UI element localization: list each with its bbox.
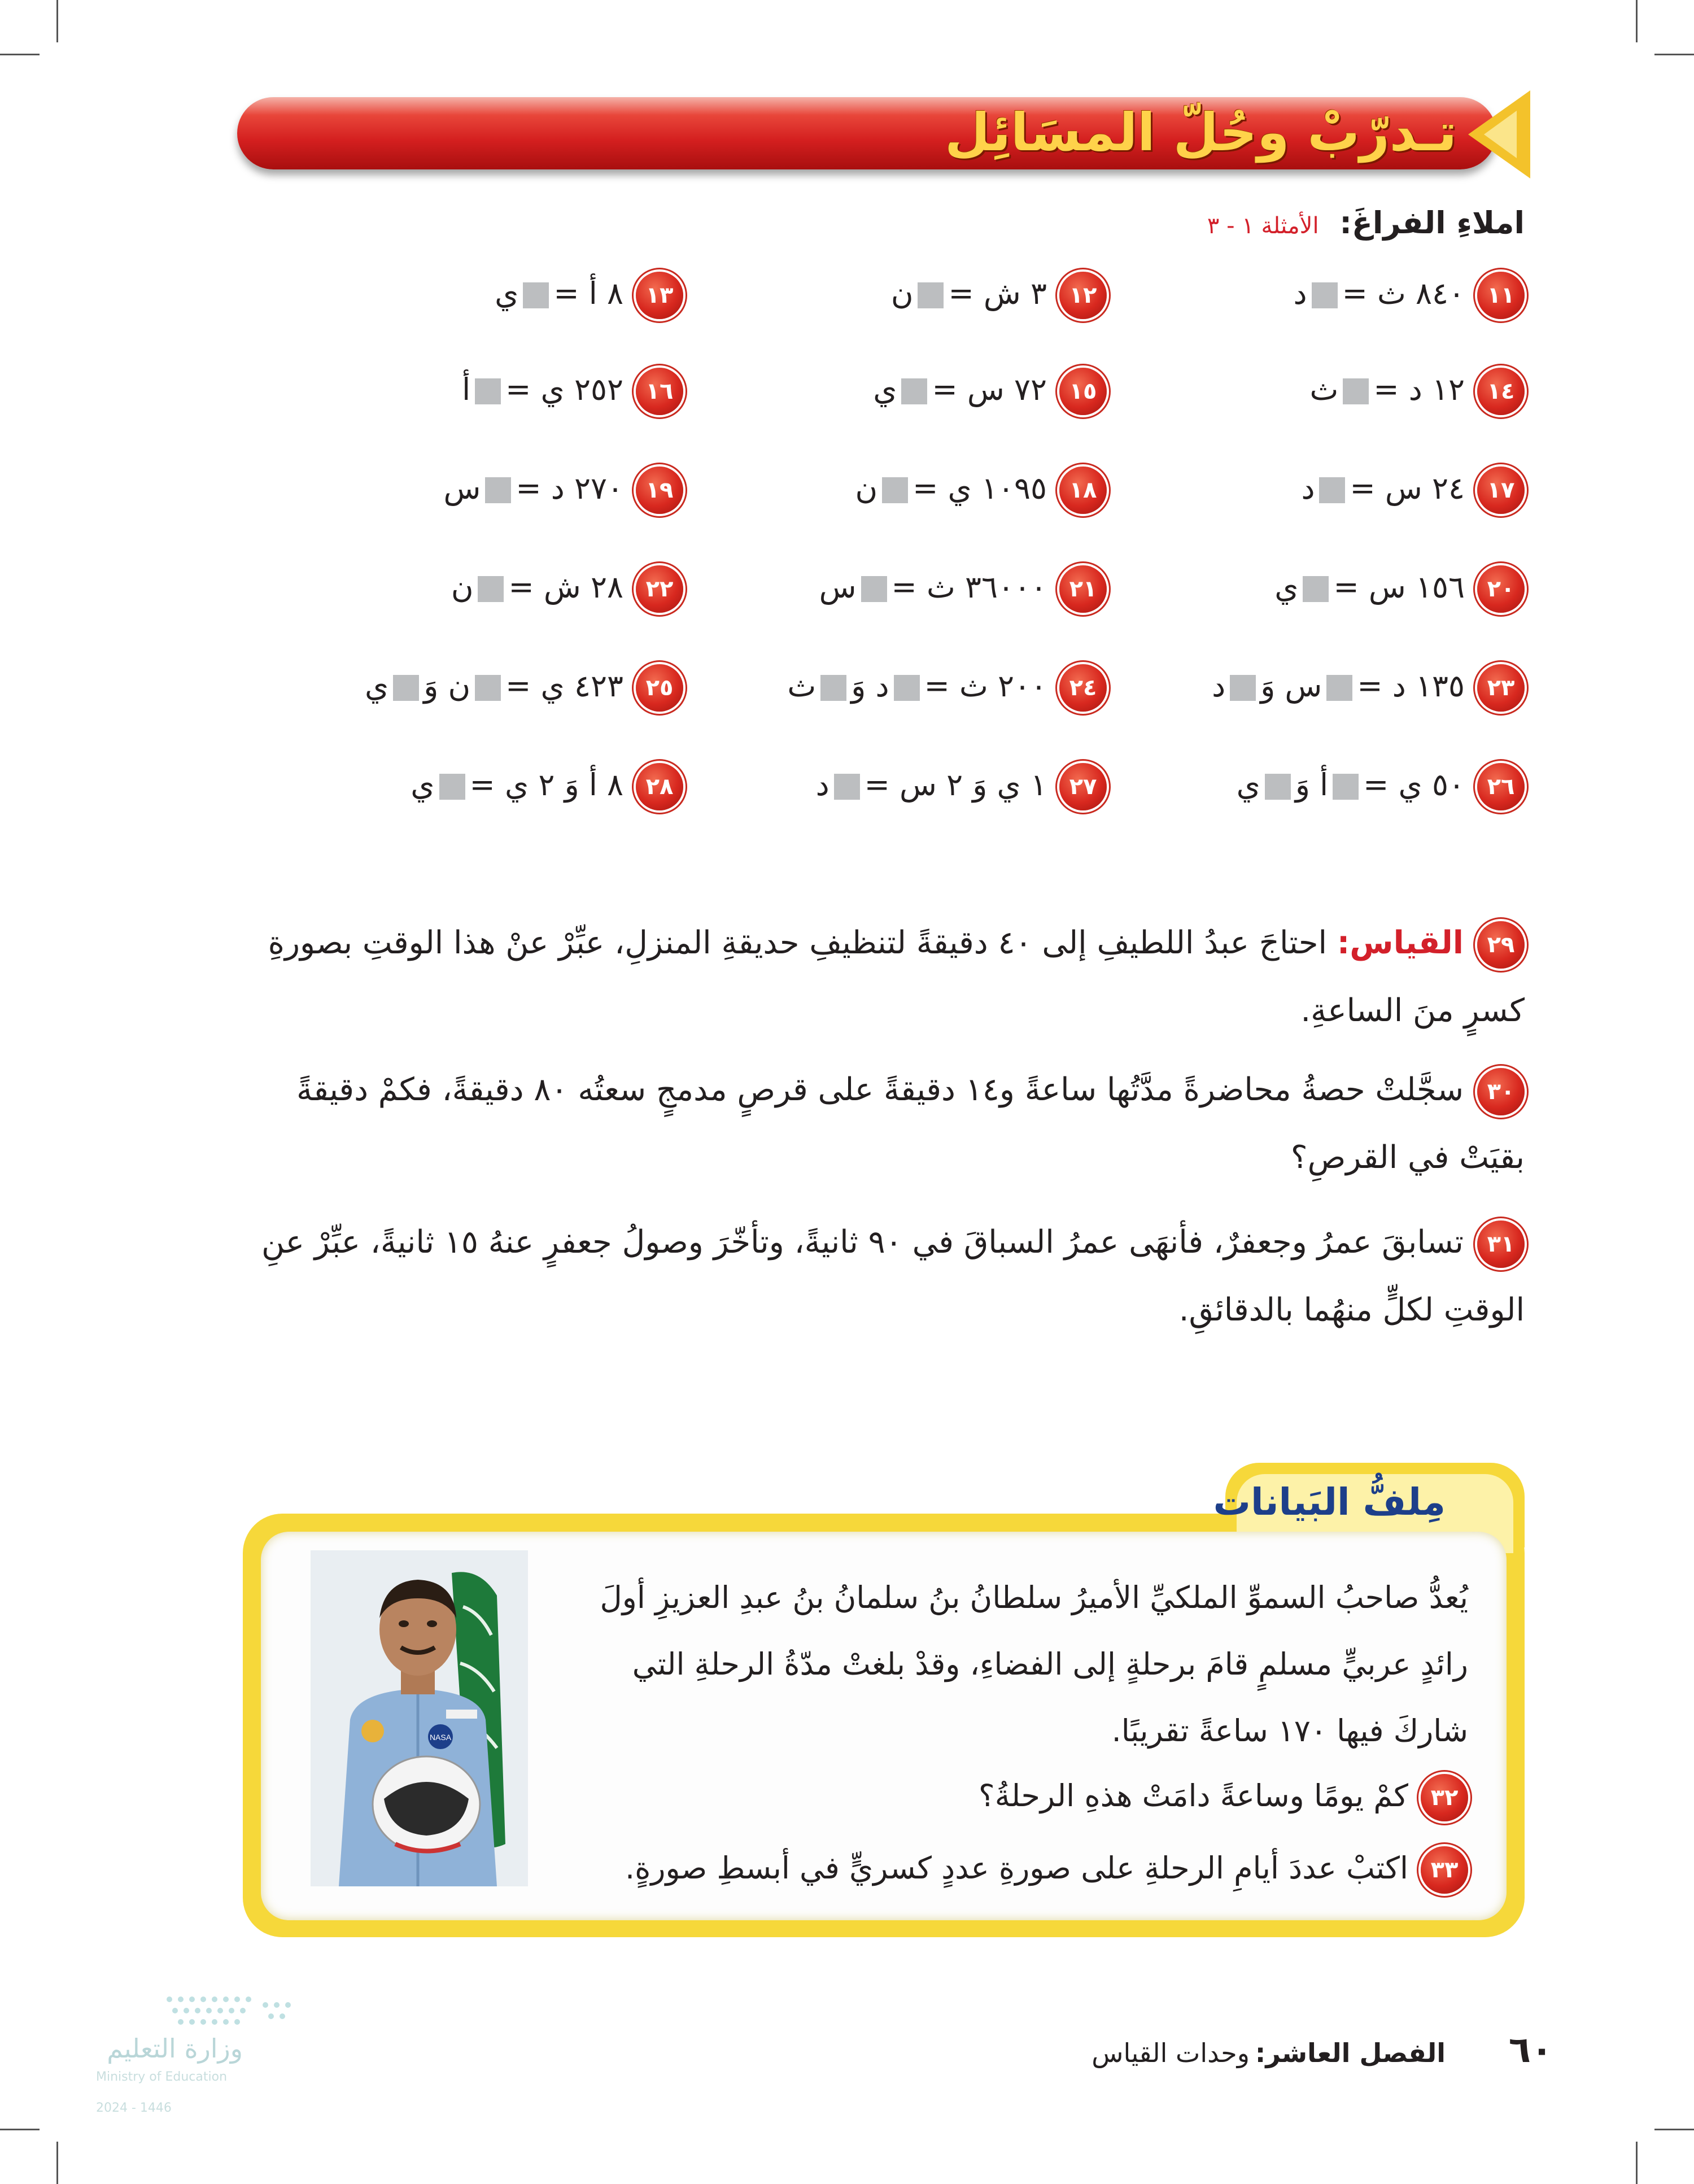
- nasa-badge-text: NASA: [429, 1733, 452, 1742]
- data-file-paragraph: يُعدُّ صاحبُ السموِّ الملكيِّ الأميرُ سلطانُ بنُ سلمانُ بنُ عبدِ العزيزِ أولَ رائدٍ عربيٍّ مسلمٍ قامَ برحلةٍ إلى الفضاءِ، وقدْ بلغتْ مدّةُ الرحلةِ التي شاركَ فيها ١٧٠ ساعةً تقريبًا.: [600, 1580, 1468, 1749]
- ministry-logo-icon: [96, 1988, 322, 2033]
- exercise-11: ١١٨٤٠ ث =د: [1294, 268, 1525, 319]
- blank-box[interactable]: [475, 378, 501, 404]
- data-file-title: مِلفُّ البَيانات: [1213, 1480, 1446, 1524]
- exercise-23: ٢٣١٣٥ د =س وَد: [1212, 661, 1525, 712]
- question-number: ٣٢: [1421, 1774, 1468, 1821]
- exercise-22: ٢٢٢٨ ش =ن: [451, 562, 683, 613]
- blank-box[interactable]: [918, 282, 944, 308]
- crop-mark: [1636, 0, 1638, 42]
- exercise-25: ٢٥٤٢٣ ي =ن وَي: [365, 661, 683, 712]
- astronaut-illustration: [311, 1550, 528, 1886]
- page-number: ٦٠: [1508, 2029, 1553, 2071]
- fill-blank-label: املاءِ الفراغَ:: [1339, 205, 1525, 241]
- problem-30: [226, 1056, 1525, 1192]
- crop-mark: [56, 0, 58, 42]
- exercise-19: ١٩٢٧٠ د =س: [443, 463, 683, 514]
- blank-box[interactable]: [439, 774, 465, 800]
- question-text: كمْ يومًا وساعةً دامَتْ هذهِ الرحلةُ؟: [979, 1778, 1408, 1814]
- problem-number: ٣٠: [1477, 1068, 1525, 1115]
- ministry-name-en: Ministry of Education: [96, 2070, 228, 2084]
- exercise-12: ١٢٣ ش =ن: [891, 268, 1107, 319]
- exercise-24: ٢٤٢٠٠ ث =د وَث: [787, 661, 1107, 712]
- crop-mark: [1654, 54, 1694, 55]
- question-32: [979, 1768, 1468, 1824]
- exercise-14: ١٤١٢ د =ث: [1310, 364, 1525, 415]
- blank-box[interactable]: [1312, 282, 1338, 308]
- blank-box[interactable]: [1343, 378, 1369, 404]
- problem-text: تسابقَ عمرُ وجعفرٌ، فأنهَى عمرُ السباقَ في ٩٠ ثانيةً، وتأخّرَ وصولُ جعفرٍ عنهُ ١٥ ثانيةً، عبِّرْ عنِ الوقتِ لكلٍّ منهُما بالدقائقِ.: [261, 1224, 1525, 1328]
- exercise-13: ١٣٨ أ =ي: [495, 268, 683, 319]
- crop-mark: [1654, 2129, 1694, 2130]
- astronaut-photo: [311, 1550, 528, 1886]
- problem-31: [226, 1209, 1525, 1344]
- ministry-year: 2024 - 1446: [96, 2101, 172, 2115]
- blank-box[interactable]: [894, 675, 920, 701]
- blank-box[interactable]: [1303, 576, 1329, 602]
- problem-text: سجَّلتْ حصةُ محاضرةً مدَّتُها ساعةً و١٤ دقيقةً على قرصٍ مدمجٍ سعتُه ٨٠ دقيقةً، فكمْ دقيقةً بقيَتْ في القرصِ؟: [296, 1071, 1525, 1176]
- blank-box[interactable]: [478, 576, 504, 602]
- problem-number: ٣١: [1477, 1220, 1525, 1268]
- question-text: اكتبْ عددَ أيامِ الرحلةِ على صورةِ عددٍ كسريٍّ في أبسطِ صورةٍ.: [625, 1850, 1408, 1886]
- exercise-16: ١٦٢٥٢ ي =أ: [462, 364, 683, 415]
- exercise-27: ٢٧١ ي وَ ٢ س =د: [816, 760, 1107, 810]
- blank-box[interactable]: [834, 774, 860, 800]
- section-title: تـدرّبْ وحُلّ المسَائِل: [945, 102, 1457, 163]
- blank-box[interactable]: [1319, 477, 1345, 503]
- ministry-name: وزارة التعليم: [107, 2033, 243, 2064]
- blank-box[interactable]: [475, 675, 501, 701]
- blank-box[interactable]: [523, 282, 549, 308]
- blank-box[interactable]: [882, 477, 908, 503]
- chapter-title: وحدات القياس: [1092, 2038, 1250, 2068]
- blank-box[interactable]: [901, 378, 927, 404]
- exercise-26: ٢٦٥٠ ي =أ وَي: [1237, 760, 1525, 810]
- blank-box[interactable]: [1333, 774, 1359, 800]
- blank-box[interactable]: [1265, 774, 1291, 800]
- question-33: [625, 1840, 1468, 1897]
- problem-29: [226, 909, 1525, 1045]
- problem-text: احتاجَ عبدُ اللطيفِ إلى ٤٠ دقيقةً لتنظيفِ حديقةِ المنزلِ، عبِّرْ عنْ هذا الوقتِ بصورةِ كسرٍ منَ الساعةِ.: [268, 925, 1525, 1029]
- exercise-28: ٢٨٨ أ وَ ٢ ي =ي: [411, 760, 683, 810]
- crop-mark: [0, 54, 40, 55]
- blank-box[interactable]: [861, 576, 887, 602]
- exercise-20: ٢٠١٥٦ س =ي: [1274, 562, 1525, 613]
- blank-box[interactable]: [1230, 675, 1256, 701]
- exercise-21: ٢١٣٦٠٠٠ ث =س: [819, 562, 1107, 613]
- chapter-footer: [1092, 2033, 1446, 2073]
- fill-blank-heading: [1207, 200, 1525, 246]
- blank-box[interactable]: [1326, 675, 1352, 701]
- blank-box[interactable]: [485, 477, 511, 503]
- problem-keyword: القياس:: [1337, 925, 1464, 961]
- chapter-label: الفصل العاشر:: [1255, 2038, 1446, 2068]
- exercise-17: ١٧٢٤ س =د: [1301, 463, 1525, 514]
- examples-reference: الأمثلة ١ - ٣: [1207, 213, 1319, 239]
- crop-mark: [1636, 2142, 1638, 2184]
- question-number: ٣٣: [1421, 1846, 1468, 1894]
- exercise-18: ١٨١٠٩٥ ي =ن: [855, 463, 1107, 514]
- blank-box[interactable]: [393, 675, 419, 701]
- banner-arrow-highlight: [1484, 111, 1517, 158]
- crop-mark: [56, 2142, 58, 2184]
- exercise-15: ١٥٧٢ س =ي: [873, 364, 1107, 415]
- crop-mark: [0, 2129, 40, 2130]
- problem-number: ٢٩: [1477, 921, 1525, 969]
- blank-box[interactable]: [820, 675, 846, 701]
